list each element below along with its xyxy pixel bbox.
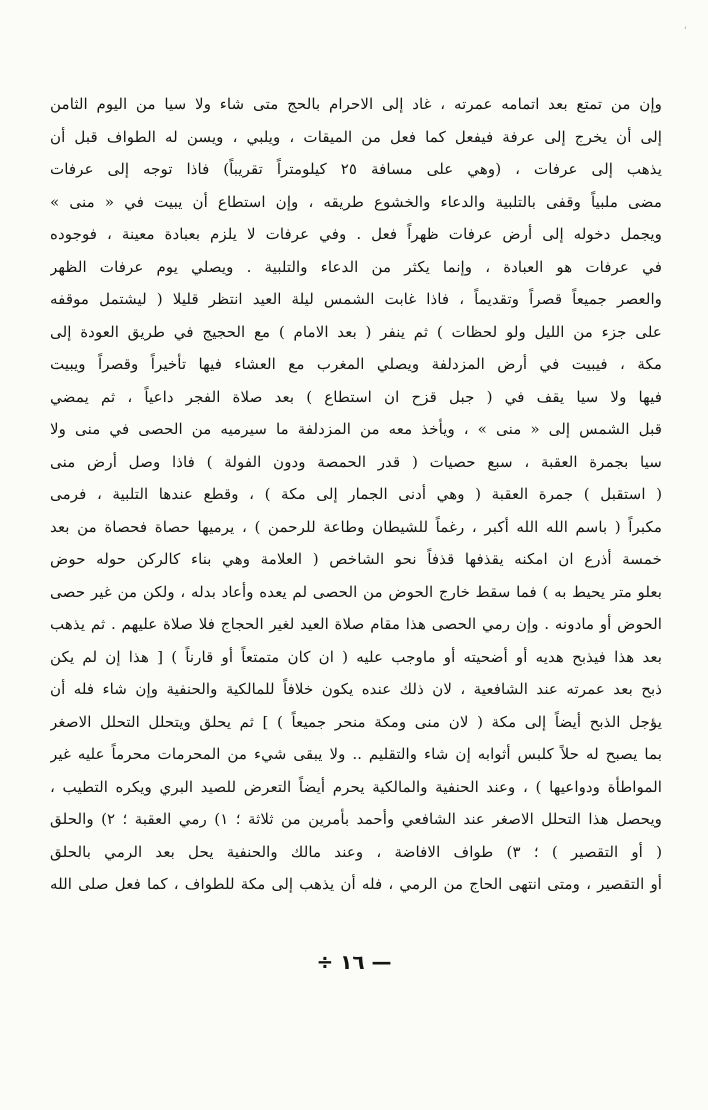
text-line: إلى أن يخرج إلى عرفة فيفعل كما فعل من الميقات ، ويلبي ، ويسن له الطواف قبل أن xyxy=(50,127,662,146)
text-line: ويحصل هذا التحلل الاصغر عند الشافعي وأحمد بأمرين من ثلاثة ؛ ١) رمي العقبة ؛ ٢) والحلق xyxy=(50,810,662,828)
text-line: مكة ، فيبيت في أرض المزدلفة ويصلي المغرب مع العشاء فيها تأخيراً وقصراً ويبيت xyxy=(50,355,662,373)
text-line: بعلو متر يحيط به ) فما سقط خارج الحوض من الحصى لم يعده وأعاد بدله ، ولكن من غير حصى xyxy=(50,582,662,601)
body-text xyxy=(50,88,662,901)
text-line: خمسة أذرع ان امكنه يقذفها قذفاً نحو الشاخص ( العلامة وهي بناء كالركن حوله حوض xyxy=(50,550,662,568)
text-line: بعد هذا فيذبح هديه أو أضحيته أو ماوجب عليه ( ان كان متمتعاً أو قارناً ) [ هذا إن لم يكن xyxy=(50,647,662,666)
text-line: ( أو التقصير ) ؛ ٣) طواف الافاضة ، وعند مالك والحنفية يحل بعد الرمي بالحلق xyxy=(50,842,662,861)
text-line: مضى ملبياً وقفى بالتلبية والدعاء والخشوع طريقه ، وإن استطاع أن يبيت في « منى » xyxy=(50,192,662,211)
text-line: الحوض أو مادونه . وإن رمي الحصى هذا مقام صلاة العيد لغير الحجاج فلا صلاة عليهم . ثم يذهب xyxy=(50,615,662,633)
text-line: ذبح بعد عمرته عند الشافعية ، لان ذلك عنده يكون خلافاً للمالكية والحنفية وإن شاء فله أن xyxy=(50,680,662,698)
text-line: المواطأة ودواعيها ) ، وعند الحنفية والمالكية يحرم أيضاً التعرض للصيد البري ويكره التطيب ، xyxy=(50,777,662,796)
text-line: سيا بجمرة العقبة ، سبع حصيات ( قدر الحمصة ودون الفولة ) فاذا وصل أرض منى xyxy=(50,452,662,471)
text-line: في عرفات هو العبادة ، وإنما يكثر من الدعاء والتلبية . ويصلي يوم عرفات الظهر xyxy=(50,257,662,276)
text-line: ( استقبل ) جمرة العقبة ( وهي أدنى الجمار إلى مكة ) ، وقطع عندها التلبية ، فرمى xyxy=(50,485,662,503)
page-number: — ١٦ ÷ xyxy=(316,950,392,974)
text-line: قبل الشمس إلى « منى » ، ويأخذ معه من المزدلفة ما سيرميه من الحصى في منى ولا xyxy=(50,420,662,438)
corner-mark: ‘ xyxy=(684,26,687,36)
text-line: يؤجل الذبح أيضاً إلى مكة ( لان منى ومكة منحر جميعاً ) ] ثم يحلق ويتحلل التحلل الاصغر xyxy=(50,712,662,731)
text-line: فيها ولا سيا يقف في ( جبل قزح ان استطاع ) بعد صلاة الفجر داعياً ، ثم يمضي xyxy=(50,387,662,406)
text-line: وإن من تمتع بعد اتمامه عمرته ، غاد إلى الاحرام بالحج متى شاء ولا سيا من اليوم الثامن xyxy=(50,95,662,113)
text-line: مكبراً ( باسم الله الله أكبر ، رغماً للشيطان وطاعة للرحمن ) ، يرميها حصاة فحصاة من بعد xyxy=(50,517,662,536)
text-line: والعصر جميعاً قصراً وتقديماً ، فاذا غابت الشمس ليلة العيد انتظر قليلا ( ليشتمل موقفه xyxy=(50,290,662,308)
text-line: ويجمل دخوله إلى أرض عرفات ظهراً فعل . وفي عرفات لا يلزم بعبادة معينة ، فوجوده xyxy=(50,225,662,243)
text-line: بما يصبح له حلاً كلبس أثوابه إن شاء والتقليم .. ولا يبقى شيء من المحرمات محرماً عليه غير xyxy=(50,745,662,763)
text-line: أو التقصير ، ومتى انتهى الحاج من الرمي ، فله أن يذهب إلى مكة للطواف ، كما فعل صلى الله xyxy=(50,875,662,893)
text-line: يذهب إلى عرفات ، (وهي على مسافة ٢٥ كيلومتراً تقريباً) فاذا توجه إلى عرفات xyxy=(50,160,662,178)
text-line: على جزء من الليل ولو لحظات ) ثم ينفر ( بعد الامام ) مع الحجيج في طريق العودة إلى xyxy=(50,322,662,341)
